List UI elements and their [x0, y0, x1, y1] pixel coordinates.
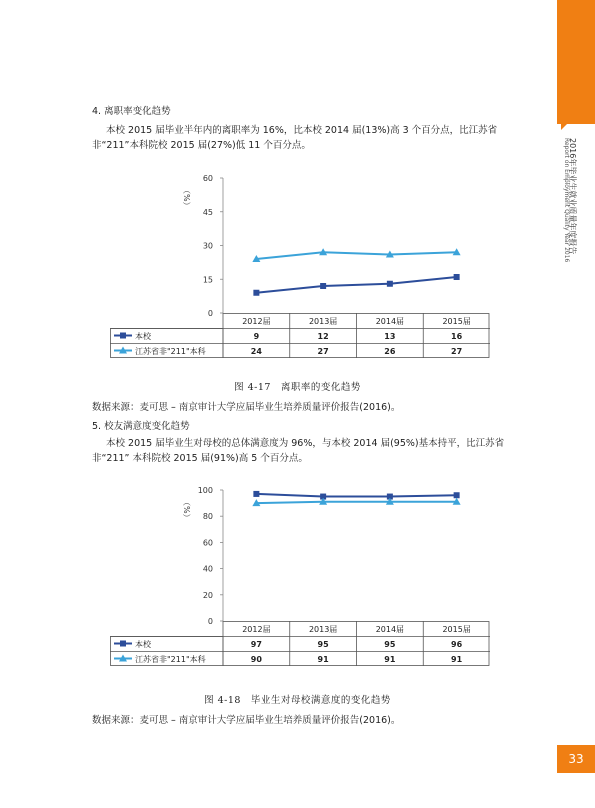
category-label: 2012届	[242, 625, 271, 634]
data-label: 26	[384, 347, 396, 356]
category-label: 2012届	[242, 317, 271, 326]
header-accent-bar	[557, 0, 595, 124]
legend-label: 本校	[135, 640, 151, 649]
y-tick-label: 60	[202, 174, 213, 183]
section4-heading: 4. 离职率变化趋势	[92, 106, 171, 117]
section5-paragraph: 本校 2015 届毕业生对母校的总体满意度为 96%，与本校 2014 届(95%)基本持平，比江苏省非“211” 本科院校 2015 届(91%)高 5 个百分点。	[92, 438, 505, 464]
y-axis-label: （%）	[182, 498, 191, 522]
y-tick-label: 100	[197, 486, 213, 495]
series-line-1	[256, 277, 456, 293]
data-label: 95	[317, 640, 329, 649]
y-axis-label: （%）	[182, 186, 191, 210]
legend-label: 江苏省非"211"本科	[135, 655, 206, 664]
figure17-source: 数据来源：麦可思 – 南京审计大学应届毕业生培养质量评价报告(2016)。	[92, 402, 401, 413]
figure18-source: 数据来源：麦可思 – 南京审计大学应届毕业生培养质量评价报告(2016)。	[92, 715, 401, 726]
data-label: 91	[384, 655, 396, 664]
data-point	[454, 274, 460, 280]
category-label: 2015届	[442, 625, 471, 634]
data-point	[253, 491, 259, 497]
category-label: 2013届	[308, 625, 338, 634]
chart-satisfaction-svg	[110, 478, 490, 674]
y-tick-label: 30	[202, 241, 213, 251]
data-label: 13	[384, 332, 396, 341]
section4-paragraph: 本校 2015 届毕业半年内的离职率为 16%，比本校 2014 届(13%)高 3 个百分点，比江苏省非“211”本科院校 2015 届(27%)低 11 个百分点。	[92, 125, 498, 151]
legend-label: 本校	[135, 332, 151, 341]
legend-label: 江苏省非"211"本科	[135, 347, 206, 356]
side-title	[562, 138, 592, 278]
series-line-1	[256, 494, 456, 497]
data-point	[320, 283, 326, 289]
data-label: 96	[451, 640, 463, 649]
data-point	[387, 281, 393, 287]
data-label: 24	[250, 347, 262, 356]
y-tick-label: 0	[207, 617, 213, 626]
data-label: 12	[317, 332, 329, 341]
section5-heading: 5. 校友满意度变化趋势	[92, 421, 190, 432]
chart-turnover	[110, 166, 490, 370]
corner-accent	[561, 122, 569, 130]
y-tick-label: 80	[202, 512, 213, 522]
series-line-2	[256, 252, 456, 259]
chart-turnover-svg	[110, 166, 490, 366]
y-tick-label: 0	[207, 309, 213, 318]
side-title-en: Report on Employment Quality Year 2016	[563, 138, 570, 263]
y-tick-label: 15	[202, 275, 213, 285]
category-label: 2013届	[308, 317, 338, 326]
data-label: 91	[317, 655, 329, 664]
series-line-2	[256, 502, 456, 503]
figure18-caption: 图 4-18 毕业生对母校满意度的变化趋势	[204, 695, 391, 706]
legend-key-marker	[120, 333, 126, 339]
data-point	[454, 492, 460, 498]
y-tick-label: 20	[202, 590, 213, 600]
data-label: 90	[250, 655, 262, 664]
data-label: 9	[253, 332, 260, 341]
data-label: 16	[451, 332, 463, 341]
data-label: 97	[250, 640, 262, 649]
data-label: 27	[451, 347, 463, 356]
category-label: 2014届	[375, 625, 405, 634]
y-tick-label: 45	[202, 207, 213, 217]
y-tick-label: 60	[202, 538, 213, 548]
data-point	[253, 290, 259, 296]
y-tick-label: 40	[202, 564, 213, 574]
data-label: 27	[317, 347, 329, 356]
data-label: 91	[451, 655, 463, 664]
legend-key-marker	[120, 641, 126, 647]
side-title-cn: 2016年毕业生就业质量年度报告	[568, 138, 577, 255]
category-label: 2015届	[442, 317, 471, 326]
page-number: 33	[557, 745, 595, 773]
figure17-caption: 图 4-17 离职率的变化趋势	[234, 382, 361, 393]
chart-satisfaction	[110, 478, 490, 678]
category-label: 2014届	[375, 317, 405, 326]
data-label: 95	[384, 640, 396, 649]
